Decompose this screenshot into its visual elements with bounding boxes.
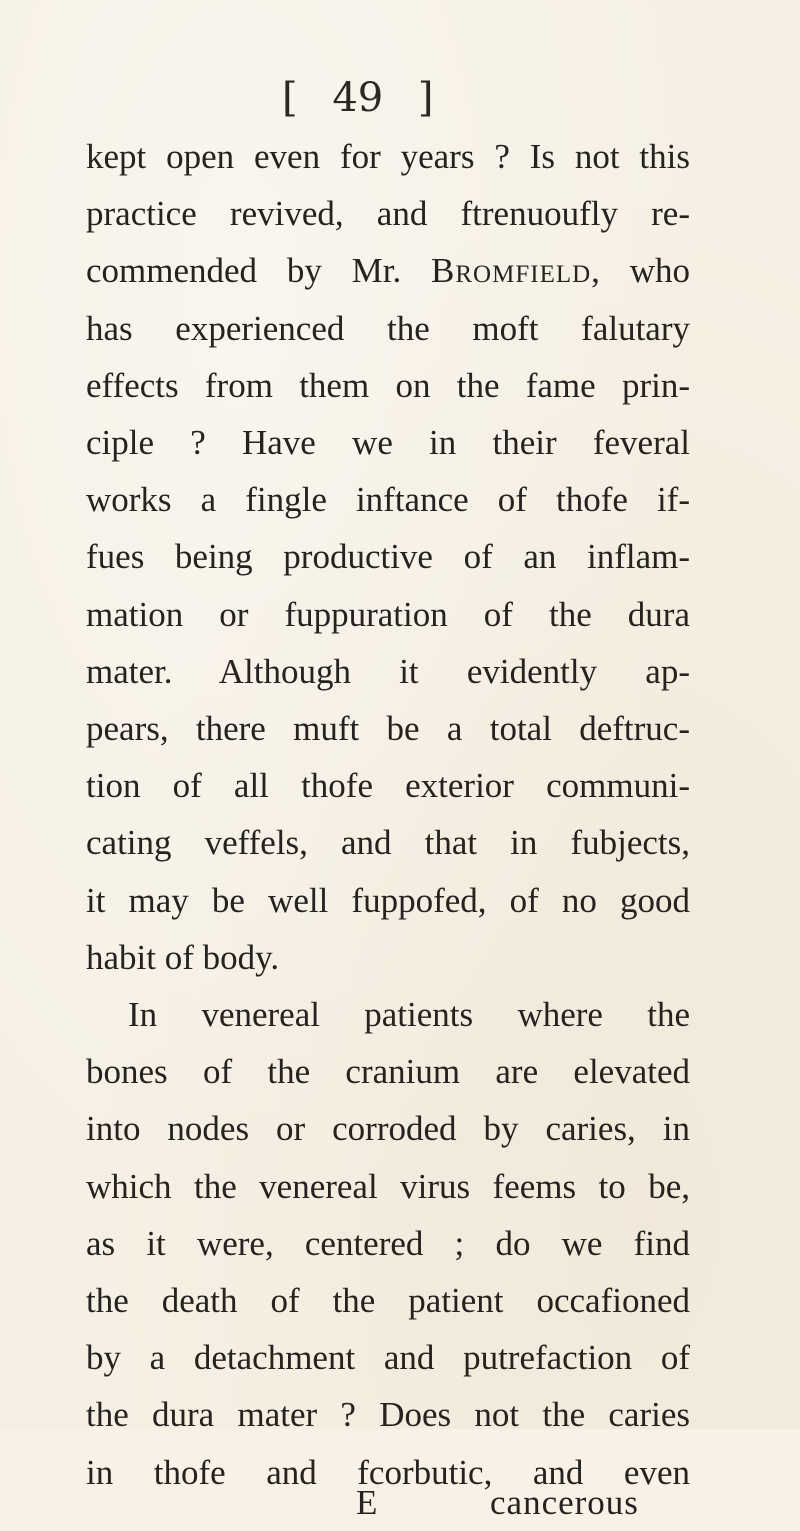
text-line-12: tion of all thofe exterior communi- bbox=[86, 766, 690, 806]
text-line-17: bones of the cranium are elevated bbox=[86, 1052, 690, 1092]
page-number-header: [ 49 ] bbox=[282, 75, 434, 121]
text-line-14: it may be well fuppofed, of no good bbox=[86, 880, 690, 920]
signature-letter: E bbox=[356, 1483, 378, 1522]
text-line-16: In venereal patients where the bbox=[128, 995, 690, 1035]
text-line-21: the death of the patient occafioned bbox=[86, 1281, 690, 1321]
text-line-15: habit of body. bbox=[86, 937, 280, 977]
text-line-7: works a fingle inftance of thofe if- bbox=[86, 480, 690, 520]
text-line-13: cating veffels, and that in fubjects, bbox=[86, 823, 690, 863]
text-line-4: has experienced the moft falutary bbox=[86, 308, 690, 348]
body-text bbox=[0, 128, 800, 1501]
text-line-2: practice revived, and ftrenuoufly re- bbox=[86, 194, 690, 234]
text-line-22: by a detachment and putrefaction of bbox=[86, 1338, 690, 1378]
text-line-3-start: commended by Mr. bbox=[86, 251, 402, 291]
text-line-10: mater. Although it evidently ap- bbox=[86, 651, 690, 691]
text-line-3-tail: , who bbox=[591, 251, 690, 291]
text-line-3 bbox=[86, 242, 690, 299]
text-line-5: effects from them on the fame prin- bbox=[86, 365, 690, 405]
text-line-24: in thofe and fcorbutic, and even bbox=[86, 1452, 690, 1492]
text-line-23: the dura mater ? Does not the caries bbox=[86, 1395, 690, 1435]
text-line-19: which the venereal virus feems to be, bbox=[86, 1166, 690, 1206]
text-line-18: into nodes or corroded by caries, in bbox=[86, 1109, 690, 1149]
text-line-20: as it were, centered ; do we find bbox=[86, 1223, 690, 1263]
text-line-1: kept open even for years ? Is not this bbox=[86, 137, 690, 176]
text-line-6: ciple ? Have we in their feveral bbox=[86, 423, 690, 463]
text-line-8: fues being productive of an inflam- bbox=[86, 537, 690, 577]
text-line-11: pears, there muft be a total deftruc- bbox=[86, 709, 690, 749]
catchword: cancerous bbox=[490, 1483, 639, 1522]
name-bromfield: Bromfield bbox=[431, 251, 592, 291]
text-line-9: mation or fuppuration of the dura bbox=[86, 594, 690, 634]
